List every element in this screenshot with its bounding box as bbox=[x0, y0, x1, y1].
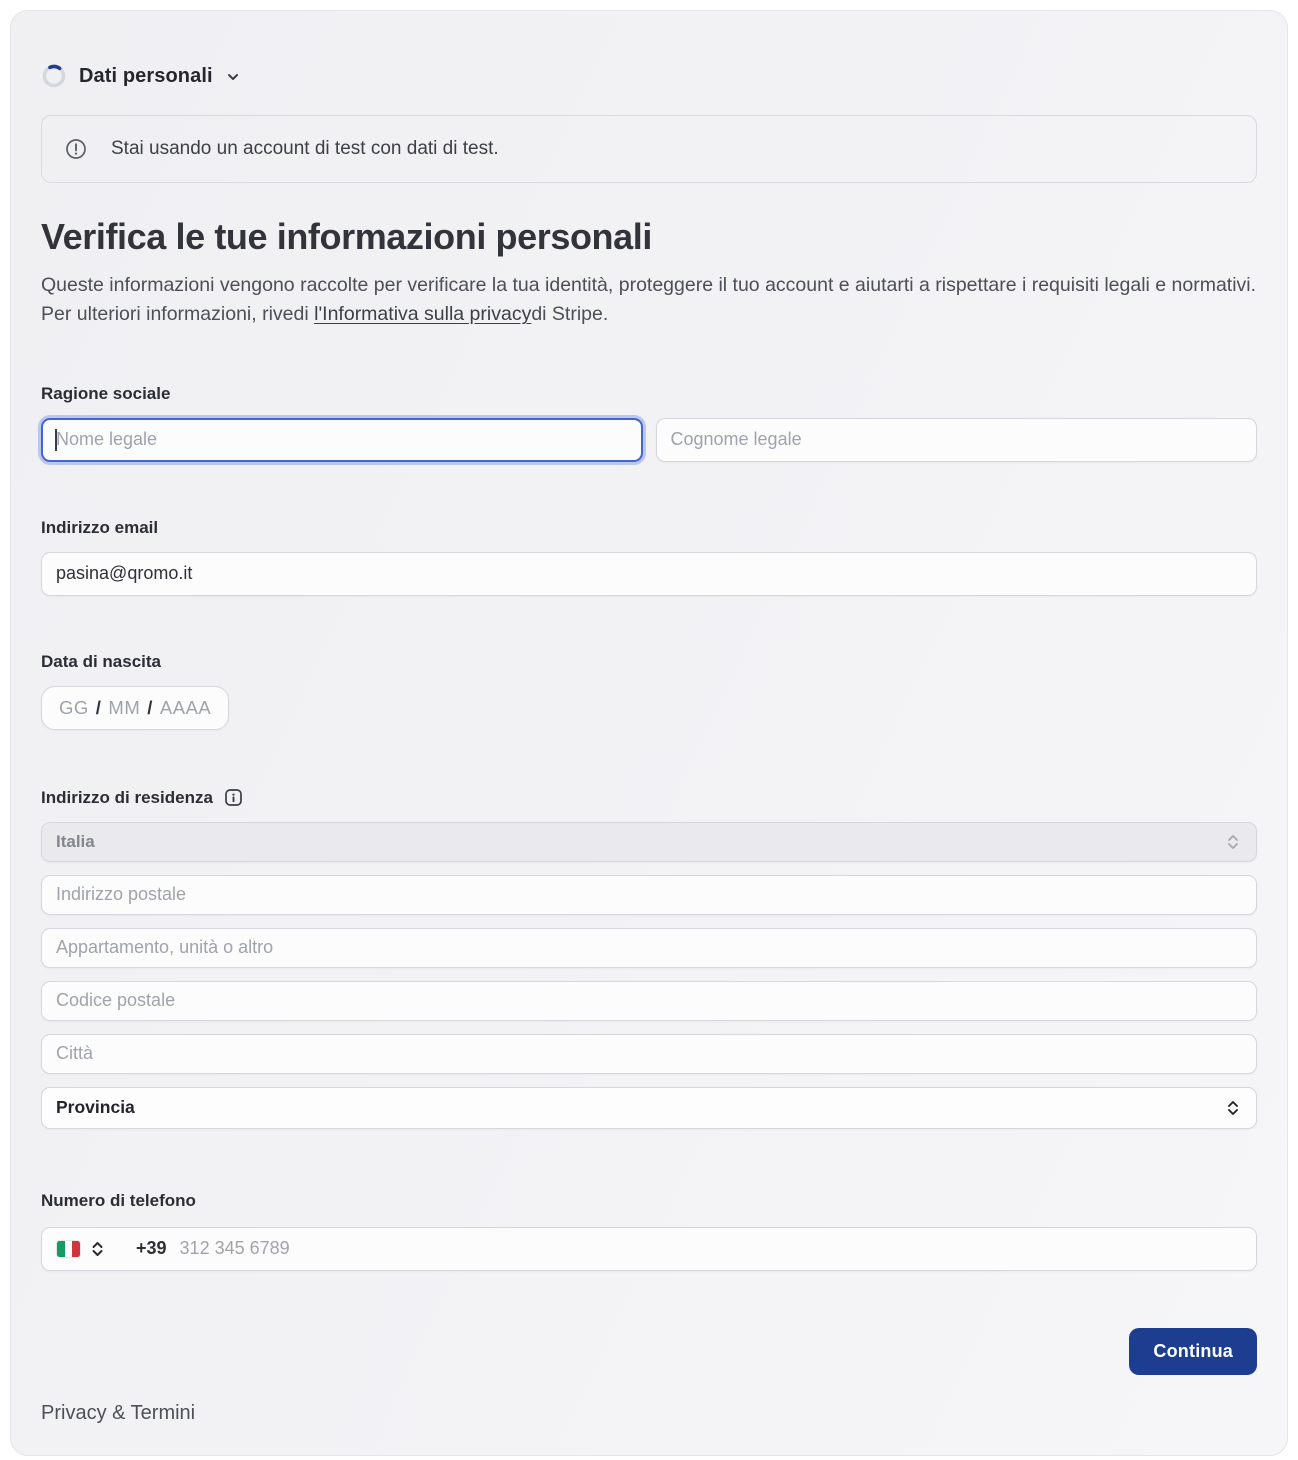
phone-country-code: +39 bbox=[136, 1238, 167, 1258]
page-description bbox=[41, 271, 1257, 330]
form-actions bbox=[41, 1328, 1257, 1375]
dob-input[interactable] bbox=[41, 686, 229, 730]
postal-code-input[interactable] bbox=[41, 981, 1257, 1021]
first-name-wrapper bbox=[41, 418, 643, 462]
name-section bbox=[41, 384, 1257, 462]
phone-number-input[interactable] bbox=[180, 1238, 1241, 1259]
page-title: Verifica le tue informazioni personali bbox=[41, 216, 652, 257]
phone-section-label: Numero di telefono bbox=[41, 1190, 196, 1210]
dob-section-label: Data di nascita bbox=[41, 651, 161, 671]
updown-chevron-icon bbox=[1224, 832, 1242, 852]
step-selector[interactable] bbox=[41, 63, 1257, 89]
name-section-label: Ragione sociale bbox=[41, 383, 171, 403]
dob-separator: / bbox=[95, 696, 102, 718]
info-circle-icon bbox=[65, 138, 87, 160]
country-select-value: Italia bbox=[56, 831, 95, 851]
phone-country-select[interactable] bbox=[57, 1240, 105, 1258]
email-input[interactable] bbox=[41, 552, 1257, 596]
first-name-input[interactable] bbox=[41, 418, 643, 462]
updown-chevron-icon bbox=[1224, 1098, 1242, 1118]
email-section bbox=[41, 518, 1257, 596]
progress-ring-icon bbox=[41, 63, 67, 89]
dob-month-placeholder: MM bbox=[108, 696, 141, 718]
province-select[interactable] bbox=[41, 1087, 1257, 1129]
phone-field bbox=[41, 1227, 1257, 1271]
description-text-1: Queste informazioni vengono raccolte per verificare la tua identità, proteggere il tuo account e aiutarti a rispettare i requisiti legali e normativi. Per ulteriori informazioni, rivedi bbox=[41, 274, 1257, 326]
description-text-2: di Stripe. bbox=[531, 303, 609, 326]
phone-section bbox=[41, 1191, 1257, 1271]
last-name-input[interactable] bbox=[656, 418, 1258, 462]
step-label: Dati personali bbox=[79, 64, 213, 87]
italy-flag-icon bbox=[57, 1241, 80, 1257]
info-tooltip-icon[interactable] bbox=[224, 788, 243, 807]
alert-text: Stai usando un account di test con dati di test. bbox=[111, 138, 499, 159]
updown-chevron-icon bbox=[90, 1240, 105, 1258]
onboarding-card bbox=[10, 10, 1288, 1456]
dob-year-placeholder: AAAA bbox=[159, 696, 212, 718]
last-name-wrapper bbox=[656, 418, 1258, 462]
continue-button[interactable]: Continua bbox=[1129, 1328, 1257, 1375]
email-section-label: Indirizzo email bbox=[41, 517, 159, 537]
privacy-policy-link[interactable]: l'Informativa sulla privacy bbox=[314, 303, 532, 326]
privacy-terms-link[interactable]: Privacy & Termini bbox=[41, 1401, 196, 1424]
country-select[interactable] bbox=[41, 822, 1257, 862]
dob-day-placeholder: GG bbox=[59, 696, 89, 718]
text-cursor bbox=[55, 429, 57, 451]
test-mode-alert bbox=[41, 115, 1257, 183]
dob-separator: / bbox=[147, 696, 153, 718]
address-section bbox=[41, 788, 1257, 1129]
address-section-label: Indirizzo di residenza bbox=[41, 787, 213, 807]
footer bbox=[41, 1402, 1257, 1425]
dob-section bbox=[41, 652, 1257, 730]
street-address-input[interactable] bbox=[41, 875, 1257, 915]
city-input[interactable] bbox=[41, 1034, 1257, 1074]
province-select-label: Provincia bbox=[56, 1097, 135, 1117]
chevron-down-icon bbox=[225, 69, 241, 85]
apartment-input[interactable] bbox=[41, 928, 1257, 968]
